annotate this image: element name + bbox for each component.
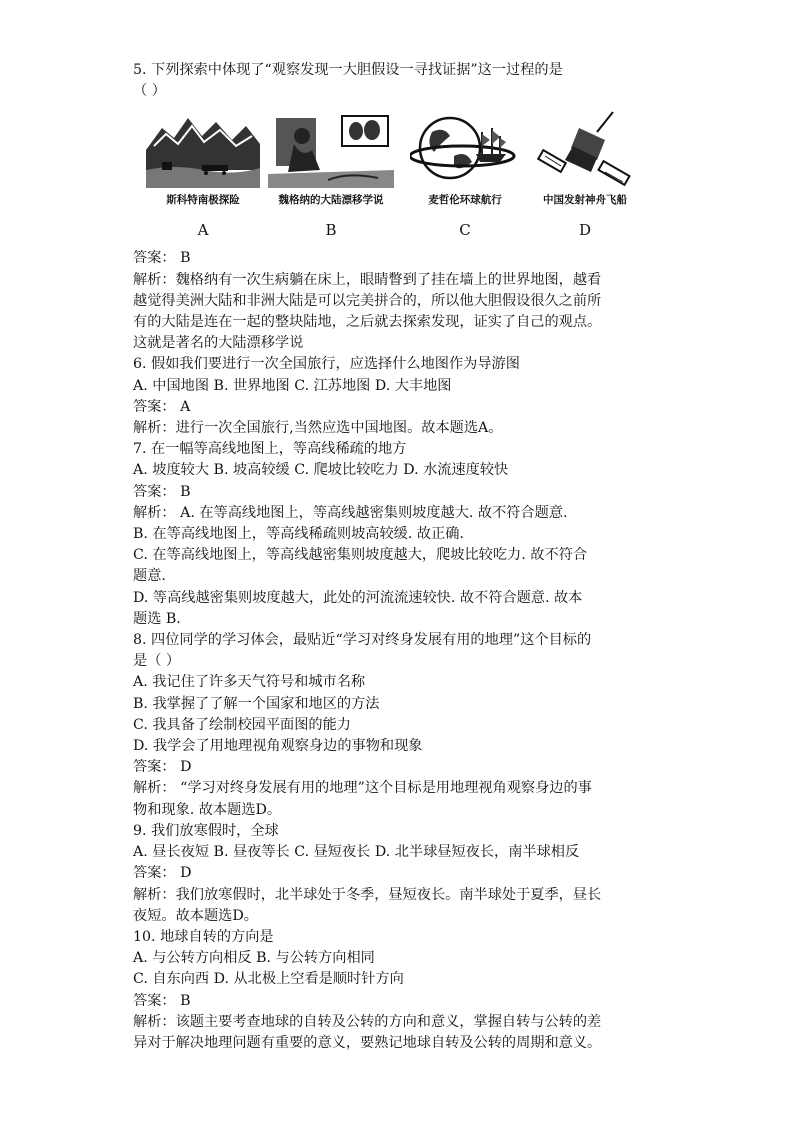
figure-d-letter: D: [578, 221, 592, 240]
figure-c-letter: C: [459, 221, 471, 240]
q10-answer: 答案： B: [133, 992, 191, 1009]
q9-stem: 9. 我们放寒假时，全球: [133, 822, 279, 839]
q8-answer: 答案： D: [133, 759, 192, 776]
figure-a-letter: A: [197, 221, 209, 240]
q8-analysis-1: 解析： “学习对终身发展有用的地理”这个目标是用地理视角观察身边的事: [133, 780, 592, 797]
q8-analysis-2: 物和现象. 故本题选D。: [133, 801, 282, 818]
q9-answer: 答案： D: [133, 865, 192, 882]
q10-options-2: C. 自东向西 D. 从北极上空看是顺时针方向: [133, 971, 404, 988]
q9-analysis-2: 夜短。故本题选D。: [133, 907, 258, 924]
figure-b-letter: B: [325, 221, 337, 240]
q10-options-1: A. 与公转方向相反 B. 与公转方向相同: [133, 950, 375, 967]
q8-option-d: D. 我学会了用地理视角观察身边的事物和现象: [133, 738, 423, 755]
q9-analysis-1: 解析：我们放寒假时，北半球处于冬季，昼短夜长。南半球处于夏季，昼长: [133, 886, 602, 903]
q8-stem-2: 是（ ）: [133, 653, 181, 670]
q7-analysis-1: 解析： A. 在等高线地图上，等高线越密集则坡度越大. 故不符合题意.: [133, 504, 568, 521]
q6-analysis-1: 解析：进行一次全国旅行,当然应选中国地图。故本题选A。: [133, 420, 503, 437]
q7-analysis-2: B. 在等高线地图上，等高线稀疏则坡高较缓. 故正确.: [133, 526, 464, 543]
figure-c-caption: 麦哲伦环球航行: [428, 194, 502, 207]
q6-answer: 答案： A: [133, 398, 191, 415]
q9-options: A. 昼长夜短 B. 昼夜等长 C. 昼短夜长 D. 北半球昼短夜长，南半球相反: [133, 844, 580, 861]
document-page: [133, 60, 663, 1054]
q10-stem: 10. 地球自转的方向是: [133, 928, 274, 945]
q6-options: A. 中国地图 B. 世界地图 C. 江苏地图 D. 大丰地图: [133, 377, 452, 394]
q10-analysis-2: 异对于解决地理问题有重要的意义，要熟记地球自转及公转的周期和意义。: [133, 1034, 602, 1051]
figure-d-caption: 中国发射神舟飞船: [543, 194, 627, 207]
q8-option-b: B. 我掌握了了解一个国家和地区的方法: [133, 695, 380, 712]
q7-analysis-5: D. 等高线越密集则坡度越大，此处的河流流速较快. 故不符合题意. 故本: [133, 589, 583, 606]
figure-c: [395, 110, 535, 239]
q7-analysis-4: 题意.: [133, 568, 166, 585]
q5-analysis-2: 越觉得美洲大陆和非洲大陆是可以完美拼合的，所以他大胆假设很久之前所: [133, 292, 602, 309]
q5-analysis-4: 这就是著名的大陆漂移学说: [133, 335, 304, 352]
figure-b: [261, 110, 401, 239]
q5-analysis-1: 解析：魏格纳有一次生病躺在床上，眼睛瞥到了挂在墙上的世界地图，越看: [133, 271, 602, 288]
antarctic-expedition-icon: [144, 110, 262, 188]
q10-analysis-1: 解析：该题主要考查地球的自转及公转的方向和意义，掌握自转与公转的差: [133, 1013, 602, 1030]
q7-analysis-3: C. 在等高线地图上，等高线越密集则坡度越大，爬坡比较吃力. 故不符合: [133, 547, 588, 564]
globe-ship-icon: [410, 110, 520, 188]
q7-analysis-6: 题选 B.: [133, 610, 181, 627]
q5-paren: （ ）: [133, 83, 166, 100]
q5-answer: 答案： B: [133, 250, 191, 267]
wegener-map-icon: [268, 110, 394, 188]
q5-stem: 5. 下列探索中体现了“观察发现一大胆假设一寻找证据”这一过程的是: [133, 62, 563, 78]
q7-answer: 答案： B: [133, 483, 191, 500]
spaceship-icon: [535, 110, 635, 188]
figure-a: [133, 110, 273, 239]
q7-stem: 7. 在一幅等高线地图上，等高线稀疏的地方: [133, 441, 407, 458]
q5-analysis-3: 有的大陆是连在一起的整块陆地，之后就去探索发现，证实了自己的观点。: [133, 314, 602, 331]
q5-figures: [133, 110, 663, 242]
figure-b-caption: 魏格纳的大陆漂移学说: [278, 194, 384, 207]
q8-option-a: A. 我记住了许多天气符号和城市名称: [133, 674, 366, 691]
figure-a-caption: 斯科特南极探险: [166, 194, 240, 207]
figure-d: [515, 110, 655, 239]
q8-stem-1: 8. 四位同学的学习体会，最贴近“学习对终身发展有用的地理”这个目标的: [133, 632, 592, 649]
q6-stem: 6. 假如我们要进行一次全国旅行，应选择什么地图作为导游图: [133, 356, 520, 373]
q8-option-c: C. 我具备了绘制校园平面图的能力: [133, 716, 351, 733]
q7-options: A. 坡度较大 B. 坡高较缓 C. 爬坡比较吃力 D. 水流速度较快: [133, 462, 509, 479]
